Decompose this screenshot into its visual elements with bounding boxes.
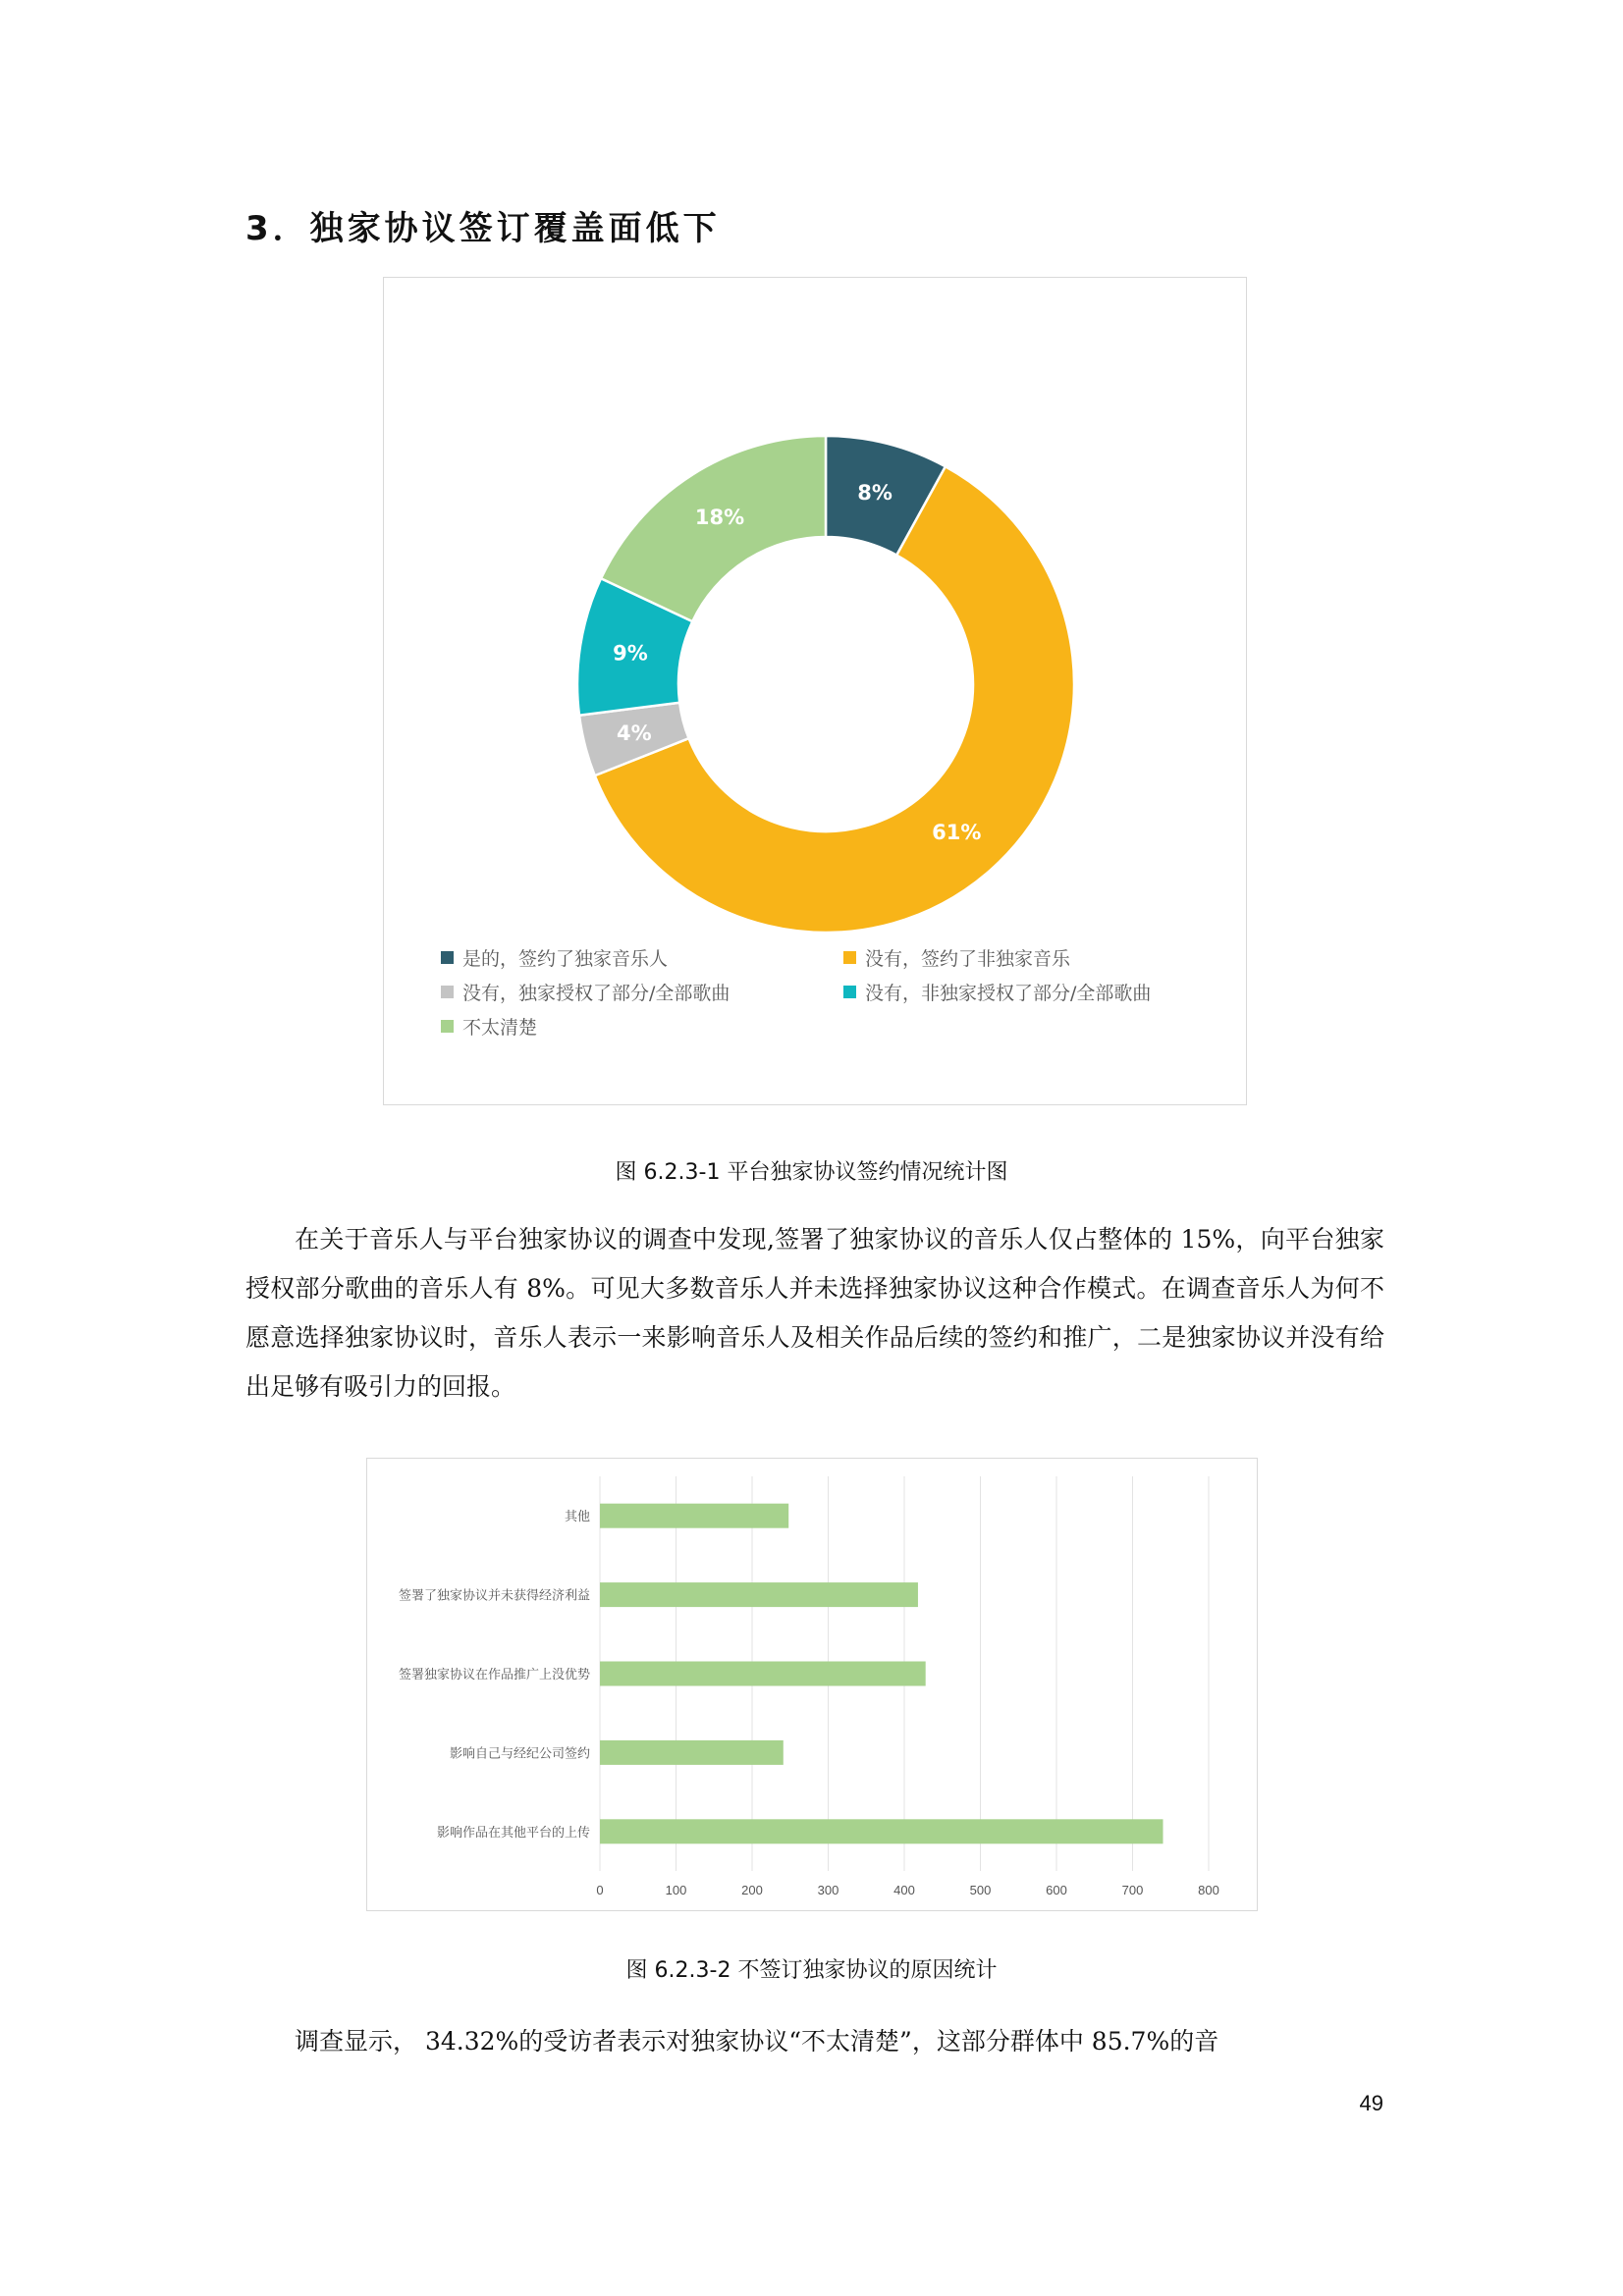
donut-slice-label-1: 61% xyxy=(932,821,982,845)
body-paragraph-1: 在关于音乐人与平台独家协议的调查中发现,签署了独家协议的音乐人仅占整体的 15%，向平台独家授权部分歌曲的音乐人有 8%。可见大多数音乐人并未选择独家协议这种合作模式。在调查音乐人为何不愿意选择独家协议时，音乐人表示一来影响音乐人及相关作品后续的签约和推广，二是独家协议并没有给出足够有吸引力的回报。 xyxy=(245,1225,1384,1401)
section-heading xyxy=(245,201,721,249)
legend-label-4: 不太清楚 xyxy=(462,1017,538,1039)
donut-slice-label-2: 4% xyxy=(617,721,652,746)
category-label-2: 签署独家协议在作品推广上没优势 xyxy=(398,1668,590,1682)
x-tick-label-1: 100 xyxy=(665,1883,687,1897)
x-tick-label-0: 0 xyxy=(596,1883,604,1897)
bar-chart xyxy=(367,1459,1257,1910)
bar-3 xyxy=(600,1740,784,1765)
legend-label-3: 没有，非独家授权了部分/全部歌曲 xyxy=(865,983,1152,1004)
x-tick-label-6: 600 xyxy=(1046,1883,1067,1897)
legend-swatch-2 xyxy=(441,986,454,998)
page-number: 49 xyxy=(1359,2091,1383,2115)
section-number: 3． xyxy=(245,209,310,248)
legend-label-0: 是的，签约了独家音乐人 xyxy=(462,948,669,970)
x-tick-label-8: 800 xyxy=(1198,1883,1219,1897)
figure-1-caption: 图 6.2.3-1 平台独家协议签约情况统计图 xyxy=(615,1160,1008,1185)
donut-chart-frame xyxy=(383,277,1247,1105)
donut-slice-label-4: 18% xyxy=(694,505,745,529)
legend-swatch-3 xyxy=(843,986,856,998)
bar-1 xyxy=(600,1582,918,1607)
bar-4 xyxy=(600,1819,1163,1843)
donut-slice-label-3: 9% xyxy=(613,641,648,666)
legend-swatch-0 xyxy=(441,951,454,964)
x-tick-label-3: 300 xyxy=(817,1883,839,1897)
category-label-3: 影响自己与经纪公司签约 xyxy=(449,1746,590,1762)
category-label-1: 签署了独家协议并未获得经济利益 xyxy=(398,1588,590,1604)
donut-slice-label-0: 8% xyxy=(857,480,893,505)
section-title: 独家协议签订覆盖面低下 xyxy=(309,209,721,248)
figure-2-caption: 图 6.2.3-2 不签订独家协议的原因统计 xyxy=(625,1958,998,1983)
legend-label-2: 没有，独家授权了部分/全部歌曲 xyxy=(462,983,730,1004)
bar-0 xyxy=(600,1504,788,1528)
x-tick-label-7: 700 xyxy=(1121,1883,1144,1897)
x-tick-label-2: 200 xyxy=(741,1883,763,1897)
bar-2 xyxy=(600,1662,926,1686)
legend-swatch-1 xyxy=(843,951,856,964)
bar-chart-frame xyxy=(366,1458,1258,1911)
x-tick-label-4: 400 xyxy=(893,1883,915,1897)
legend-swatch-4 xyxy=(441,1020,454,1033)
category-label-0: 其他 xyxy=(564,1510,590,1525)
x-tick-label-5: 500 xyxy=(969,1883,992,1897)
donut-chart xyxy=(384,278,1246,1104)
legend-label-1: 没有，签约了非独家音乐 xyxy=(865,948,1071,970)
body-paragraph-2: 调查显示， 34.32%的受访者表示对独家协议“不太清楚”，这部分群体中 85.7%的音 xyxy=(295,2027,1219,2056)
category-label-4: 影响作品在其他平台的上传 xyxy=(436,1825,590,1841)
